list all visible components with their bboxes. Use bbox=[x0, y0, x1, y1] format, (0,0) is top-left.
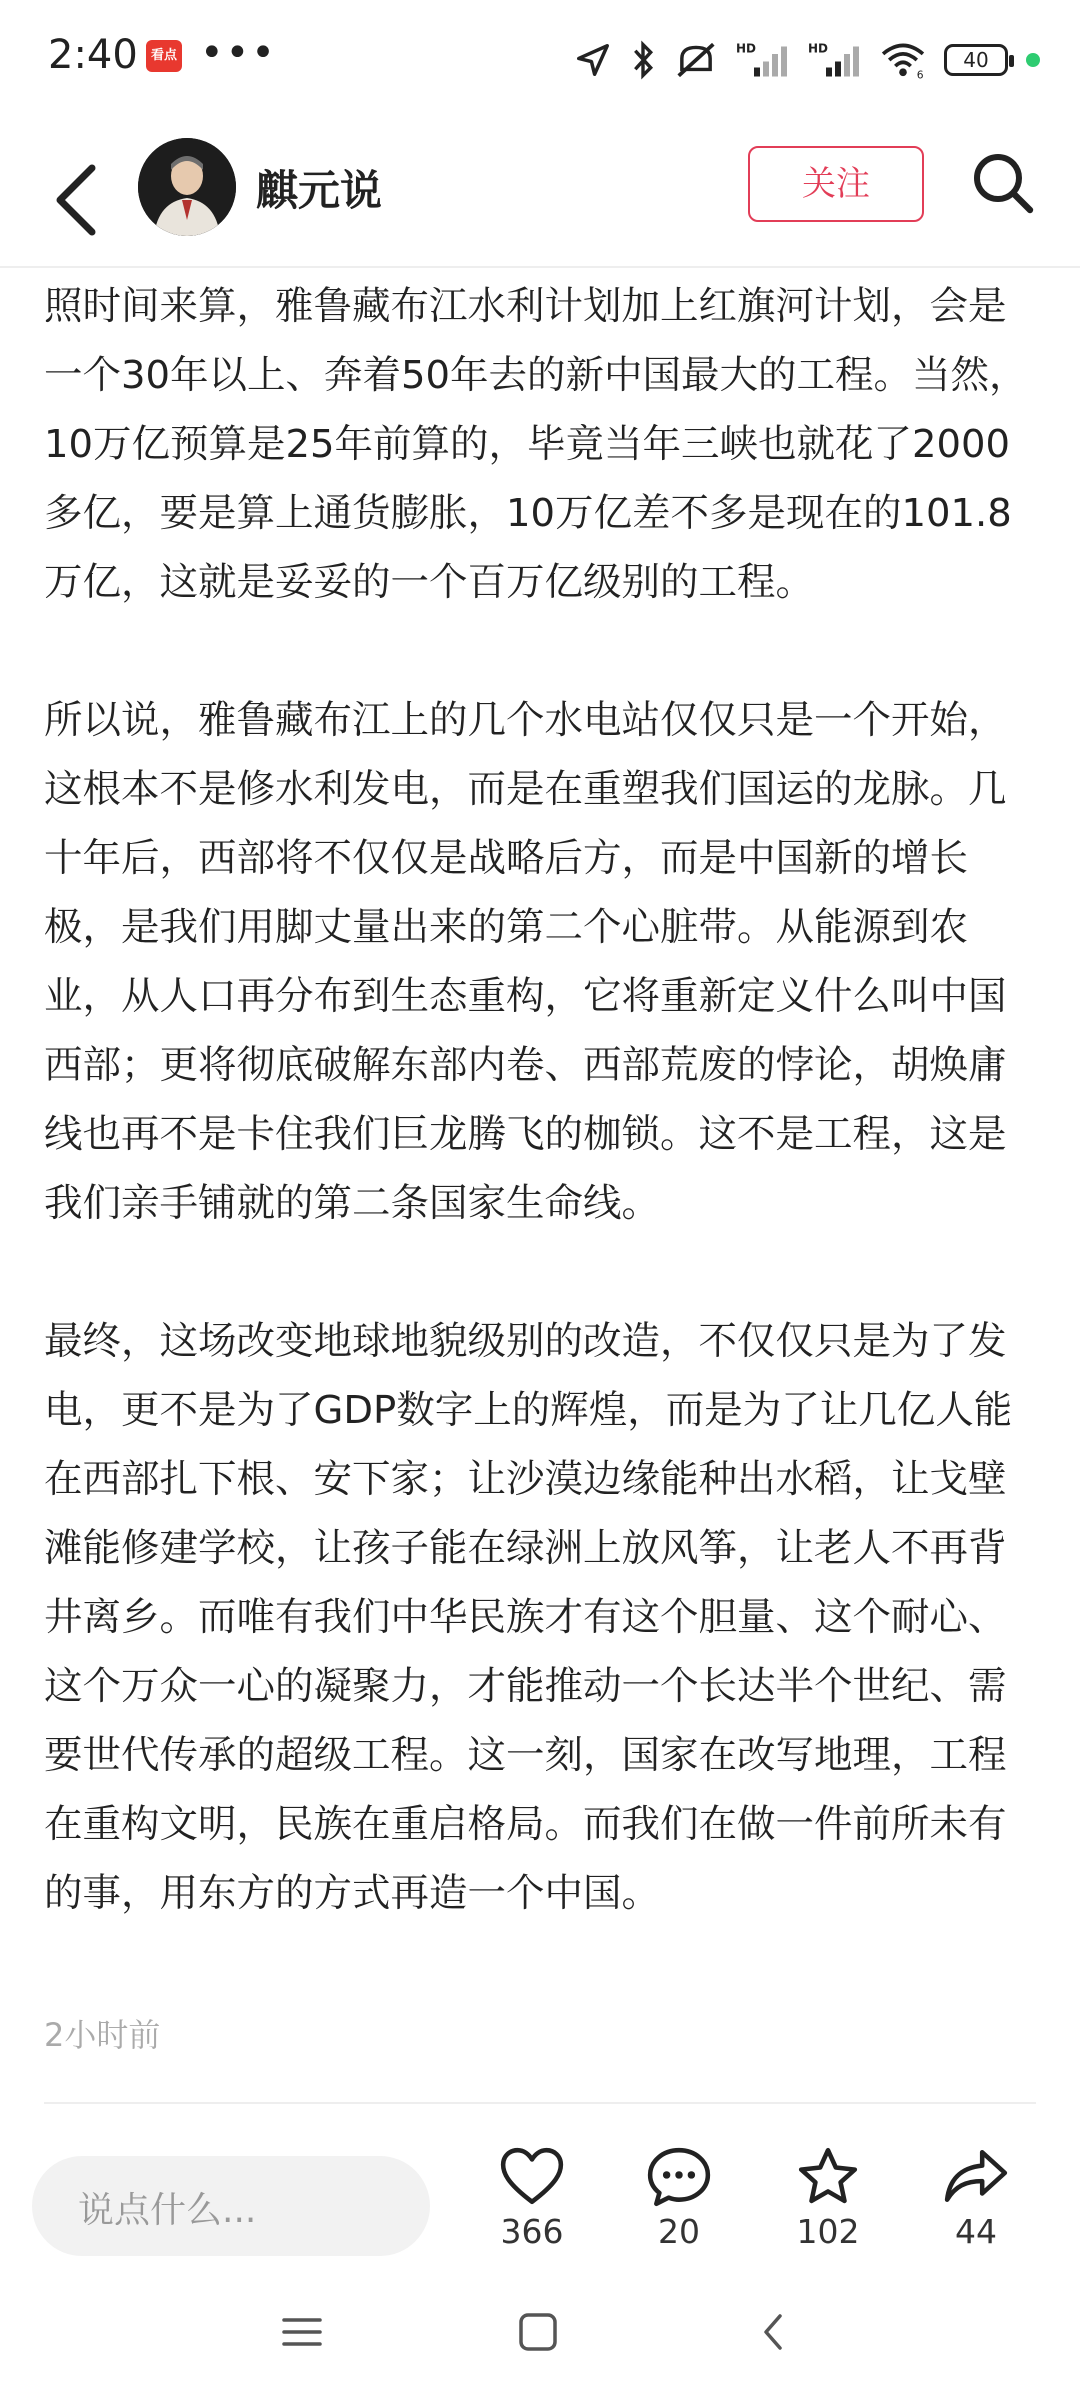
author-name[interactable]: 麒元说 bbox=[256, 166, 383, 215]
active-dot-icon bbox=[1026, 53, 1040, 67]
like-button[interactable] bbox=[472, 2146, 592, 2251]
star-icon bbox=[795, 2146, 861, 2208]
content-divider bbox=[44, 2102, 1036, 2104]
back-arrow-icon[interactable] bbox=[48, 160, 108, 240]
status-time: 2:40 bbox=[48, 32, 138, 78]
wifi-icon bbox=[880, 40, 926, 80]
system-nav-bar bbox=[0, 2280, 1080, 2400]
home-square-icon[interactable] bbox=[516, 2310, 560, 2354]
post-timestamp: 2小时前 bbox=[44, 2016, 161, 2054]
follow-button[interactable]: 关注 bbox=[748, 146, 924, 222]
status-icons bbox=[574, 36, 1040, 84]
share-button[interactable] bbox=[916, 2146, 1036, 2251]
favorite-button[interactable] bbox=[768, 2146, 888, 2251]
article-paragraph-2: 所以说，雅鲁藏布江上的几个水电站仅仅只是一个开始，这根本不是修水利发电，而是在重塑我们国运的龙脉。几十年后，西部将不仅仅是战略后方，而是中国新的增长极，是我们用脚丈量出来的第二个心脏带。从能源到农业，从人口再分布到生态重构，它将重新定义什么叫中国西部；更将彻底破解东部内卷、西部荒废的悖论，胡焕庸线也再不是卡住我们巨龙腾飞的枷锁。这不是工程，这是我们亲手铺就的第二条国家生命线。 bbox=[44, 698, 1007, 1226]
status-bar bbox=[0, 0, 1080, 120]
author-avatar[interactable] bbox=[138, 138, 236, 236]
svg-text:6: 6 bbox=[916, 68, 924, 80]
more-notifications-icon: ••• bbox=[200, 30, 277, 76]
favorite-count: 102 bbox=[796, 2212, 860, 2251]
comment-button[interactable] bbox=[619, 2146, 739, 2251]
comment-bubble-icon bbox=[646, 2146, 712, 2208]
search-icon[interactable] bbox=[970, 150, 1034, 214]
menu-icon[interactable] bbox=[280, 2310, 324, 2354]
mute-icon bbox=[674, 40, 718, 80]
svg-text:HD: HD bbox=[736, 41, 757, 56]
hd-signal-icon bbox=[736, 40, 790, 80]
avatar-portrait-icon bbox=[138, 138, 236, 236]
comment-placeholder: 说点什么... bbox=[78, 2190, 257, 2231]
comment-count: 20 bbox=[658, 2212, 700, 2251]
share-arrow-icon bbox=[943, 2146, 1009, 2208]
heart-icon bbox=[499, 2146, 565, 2208]
article-paragraph-1: 照时间来算，雅鲁藏布江水利计划加上红旗河计划，会是一个30年以上、奔着50年去的新中国最大的工程。当然，10万亿预算是25年前算的，毕竟当年三峡也就花了2000多亿，要是算上通货膨胀，10万亿差不多是现在的101.8万亿，这就是妥妥的一个百万亿级别的工程。 bbox=[44, 284, 1028, 605]
app-notification-icon: 看点 bbox=[146, 40, 182, 72]
header-divider bbox=[0, 266, 1080, 268]
battery-icon: 40 bbox=[944, 44, 1008, 76]
like-count: 366 bbox=[500, 2212, 564, 2251]
article-body bbox=[44, 272, 1036, 1928]
back-triangle-icon[interactable] bbox=[752, 2310, 796, 2354]
svg-text:HD: HD bbox=[808, 41, 829, 56]
header bbox=[0, 130, 1080, 266]
location-icon bbox=[574, 41, 612, 79]
action-bar bbox=[0, 2136, 1080, 2276]
article-paragraph-3: 最终，这场改变地球地貌级别的改造，不仅仅只是为了发电，更不是为了GDP数字上的辉煌，而是为了让几亿人能在西部扎下根、安下家；让沙漠边缘能种出水稻，让戈壁滩能修建学校，让孩子能在绿洲上放风筝，让老人不再背井离乡。而唯有我们中华民族才有这个胆量、这个耐心、这个万众一心的凝聚力，才能推动一个长达半个世纪、需要世代传承的超级工程。这一刻，国家在改写地理，工程在重构文明，民族在重启格局。而我们在做一件前所未有的事，用东方的方式再造一个中国。 bbox=[44, 1319, 1013, 1916]
hd-signal-icon-2 bbox=[808, 40, 862, 80]
bluetooth-icon bbox=[630, 40, 656, 80]
comment-input[interactable] bbox=[32, 2156, 430, 2256]
share-count: 44 bbox=[955, 2212, 997, 2251]
